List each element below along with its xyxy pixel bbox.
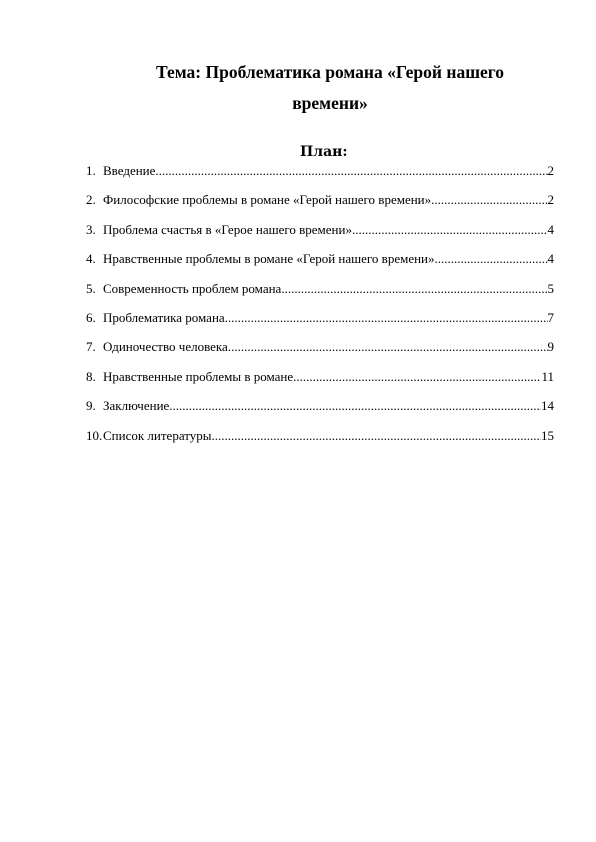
- toc-entry[interactable]: [86, 397, 554, 426]
- toc-dot-leader: [155, 162, 547, 180]
- toc-entry[interactable]: [86, 338, 554, 367]
- toc-entry[interactable]: [86, 280, 554, 309]
- toc-entry-title: Проблематика романа: [103, 309, 225, 325]
- toc-entry-page: 5: [547, 280, 554, 296]
- toc-entry-title: Нравственные проблемы в романе «Герой нашего времени»: [103, 251, 435, 267]
- toc-entry-title: Современность проблем романа: [103, 280, 282, 296]
- toc-entry-page: 11: [541, 368, 554, 384]
- toc-entry-number: 10.: [86, 427, 103, 443]
- toc-dot-leader: [352, 221, 548, 239]
- toc-dot-leader: [228, 338, 548, 356]
- toc-dot-leader: [212, 427, 542, 445]
- plan-heading-colon: :: [342, 144, 348, 160]
- toc-entry-page: 15: [541, 427, 554, 443]
- toc-dot-leader: [431, 191, 547, 209]
- toc-entry-page: 4: [547, 221, 554, 237]
- document-title-line-1: Тема: Проблематика романа «Герой нашего: [155, 62, 505, 82]
- toc-entry-number: 7.: [86, 339, 96, 355]
- toc-entry-title: Философские проблемы в романе «Герой нашего времени»: [103, 192, 432, 208]
- toc-entry-title: Проблема счастья в «Герое нашего времени»: [103, 221, 352, 237]
- toc-entry-title: Нравственные проблемы в романе: [103, 368, 294, 384]
- table-of-contents: [86, 162, 554, 456]
- toc-dot-leader: [435, 250, 548, 268]
- toc-entry-number: 6.: [86, 309, 96, 325]
- toc-dot-leader: [169, 397, 541, 415]
- toc-entry[interactable]: [86, 309, 554, 338]
- toc-entry-title: Введение: [103, 163, 156, 178]
- toc-entry[interactable]: [86, 191, 554, 220]
- toc-entry-number: 4.: [86, 251, 96, 267]
- toc-entry-page: 2: [547, 192, 554, 208]
- toc-entry[interactable]: [86, 368, 554, 397]
- plan-heading: [300, 143, 348, 161]
- toc-entry[interactable]: [86, 250, 554, 279]
- toc-entry-page: 9: [547, 339, 554, 355]
- toc-entry-number: 1.: [86, 163, 96, 178]
- toc-entry-title: Одиночество человека: [103, 339, 228, 355]
- plan-heading-text: План: [300, 144, 343, 160]
- toc-entry[interactable]: [86, 221, 554, 250]
- toc-entry-page: 4: [547, 251, 554, 267]
- toc-entry[interactable]: [86, 427, 554, 456]
- toc-entry-number: 9.: [86, 398, 96, 414]
- toc-entry-page: 14: [541, 398, 554, 414]
- toc-entry-number: 8.: [86, 368, 96, 384]
- toc-dot-leader: [225, 309, 548, 327]
- toc-entry-page: 2: [547, 163, 554, 178]
- toc-entry-number: 5.: [86, 280, 96, 296]
- toc-entry-title: Список литературы: [103, 427, 212, 443]
- toc-dot-leader: [293, 368, 541, 386]
- toc-entry[interactable]: [86, 162, 554, 191]
- toc-entry-number: 2.: [86, 192, 96, 208]
- toc-entry-page: 7: [547, 309, 554, 325]
- toc-dot-leader: [281, 280, 547, 298]
- toc-entry-number: 3.: [86, 221, 96, 237]
- document-title-line-2: времени»: [292, 93, 368, 113]
- toc-entry-title: Заключение: [103, 398, 170, 414]
